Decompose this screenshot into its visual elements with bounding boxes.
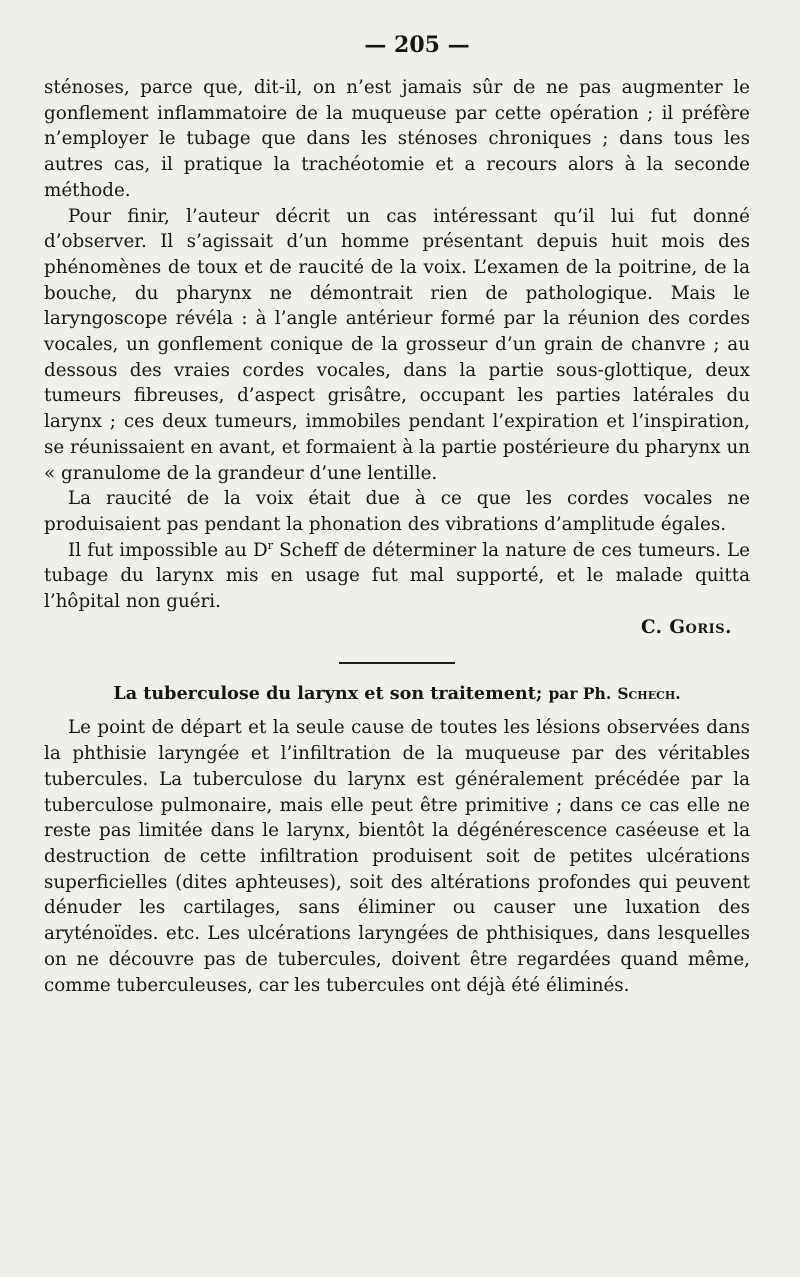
- author-signature: C. Goris.: [640, 616, 732, 638]
- article-title: La tuberculose du larynx et son traitement;: [113, 683, 543, 705]
- article-paragraph: Le point de départ et la seule cause de toutes les lésions observées dans la phthisie laryngée et l’infiltration de la muqueuse par des véritables tubercules. La tuberculose du larynx est généralement précédée par la tuberculose pulmonaire, mais elle peut être primitive ; dans ce cas elle ne reste pas limitée dans le larynx, bientôt la dégénérescence caséeuse et la destruction de cette infiltration produisent soit de petites ulcérations superficielles (dites aphteuses), soit des altérations profondes qui peuvent dénuder les cartilages, sans éliminer ou causer une luxation des aryténoïdes. etc. Les ulcérations laryngées de phthisiques, dans lesquelles on ne découvre pas de tubercules, doivent être regardées quand même, comme tuberculeuses, car les tubercules ont déjà été éliminés.: [44, 717, 750, 996]
- paragraph-case-description: Pour finir, l’auteur décrit un cas intéressant qu’il lui fut donné d’observer. Il s’agissait d’un homme présentant depuis huit mois des phénomènes de toux et de raucité de la voix. L’examen de la poitrine, de la bouche, du pharynx ne démontrait rien de pathologique. Mais le laryngoscope révéla : à l’angle antérieur formé par la réunion des cordes vocales, un gonflement conique de la grosseur d’un grain de chanvre ; au dessous des vraies cordes vocales, dans la partie sous-glottique, deux tumeurs fibreuses, d’aspect grisâtre, occupant les parties latérales du larynx ; ces deux tumeurs, immobiles pendant l’expiration et l’inspiration, se réunissaient en avant, et formaient à la partie postérieure du pharynx un « granulome de la grandeur d’une lentille.: [44, 205, 750, 484]
- page-number: — 205 —: [364, 32, 470, 58]
- paragraph-voice-raucity: La raucité de la voix était due à ce que les cordes vocales ne produisaient pas pendant la phonation des vibrations d’amplitude égales.: [44, 488, 750, 535]
- paragraph-conclusion: [44, 538, 750, 615]
- article-heading: [44, 680, 750, 707]
- article-author: Schech.: [617, 684, 681, 704]
- page-content: [44, 30, 750, 998]
- article-by: par Ph.: [548, 684, 612, 704]
- conclusion-text-before: Il fut impossible au D: [68, 539, 268, 561]
- conclusion-text-after: Scheff de déterminer la nature de ces tumeurs. Le tubage du larynx mis en usage fut mal supporté, et le malade quitta l’hôpital non guéri.: [44, 539, 750, 613]
- section-divider: [339, 662, 455, 664]
- paragraph-continuation: sténoses, parce que, dit-il, on n’est jamais sûr de ne pas augmenter le gonflement inflammatoire de la muqueuse par cette opération ; il préfère n’employer le tubage que dans les sténoses chroniques ; dans tous les autres cas, il pratique la trachéotomie et a recours alors à la seconde méthode.: [44, 77, 750, 201]
- doctor-superscript: r: [267, 538, 273, 552]
